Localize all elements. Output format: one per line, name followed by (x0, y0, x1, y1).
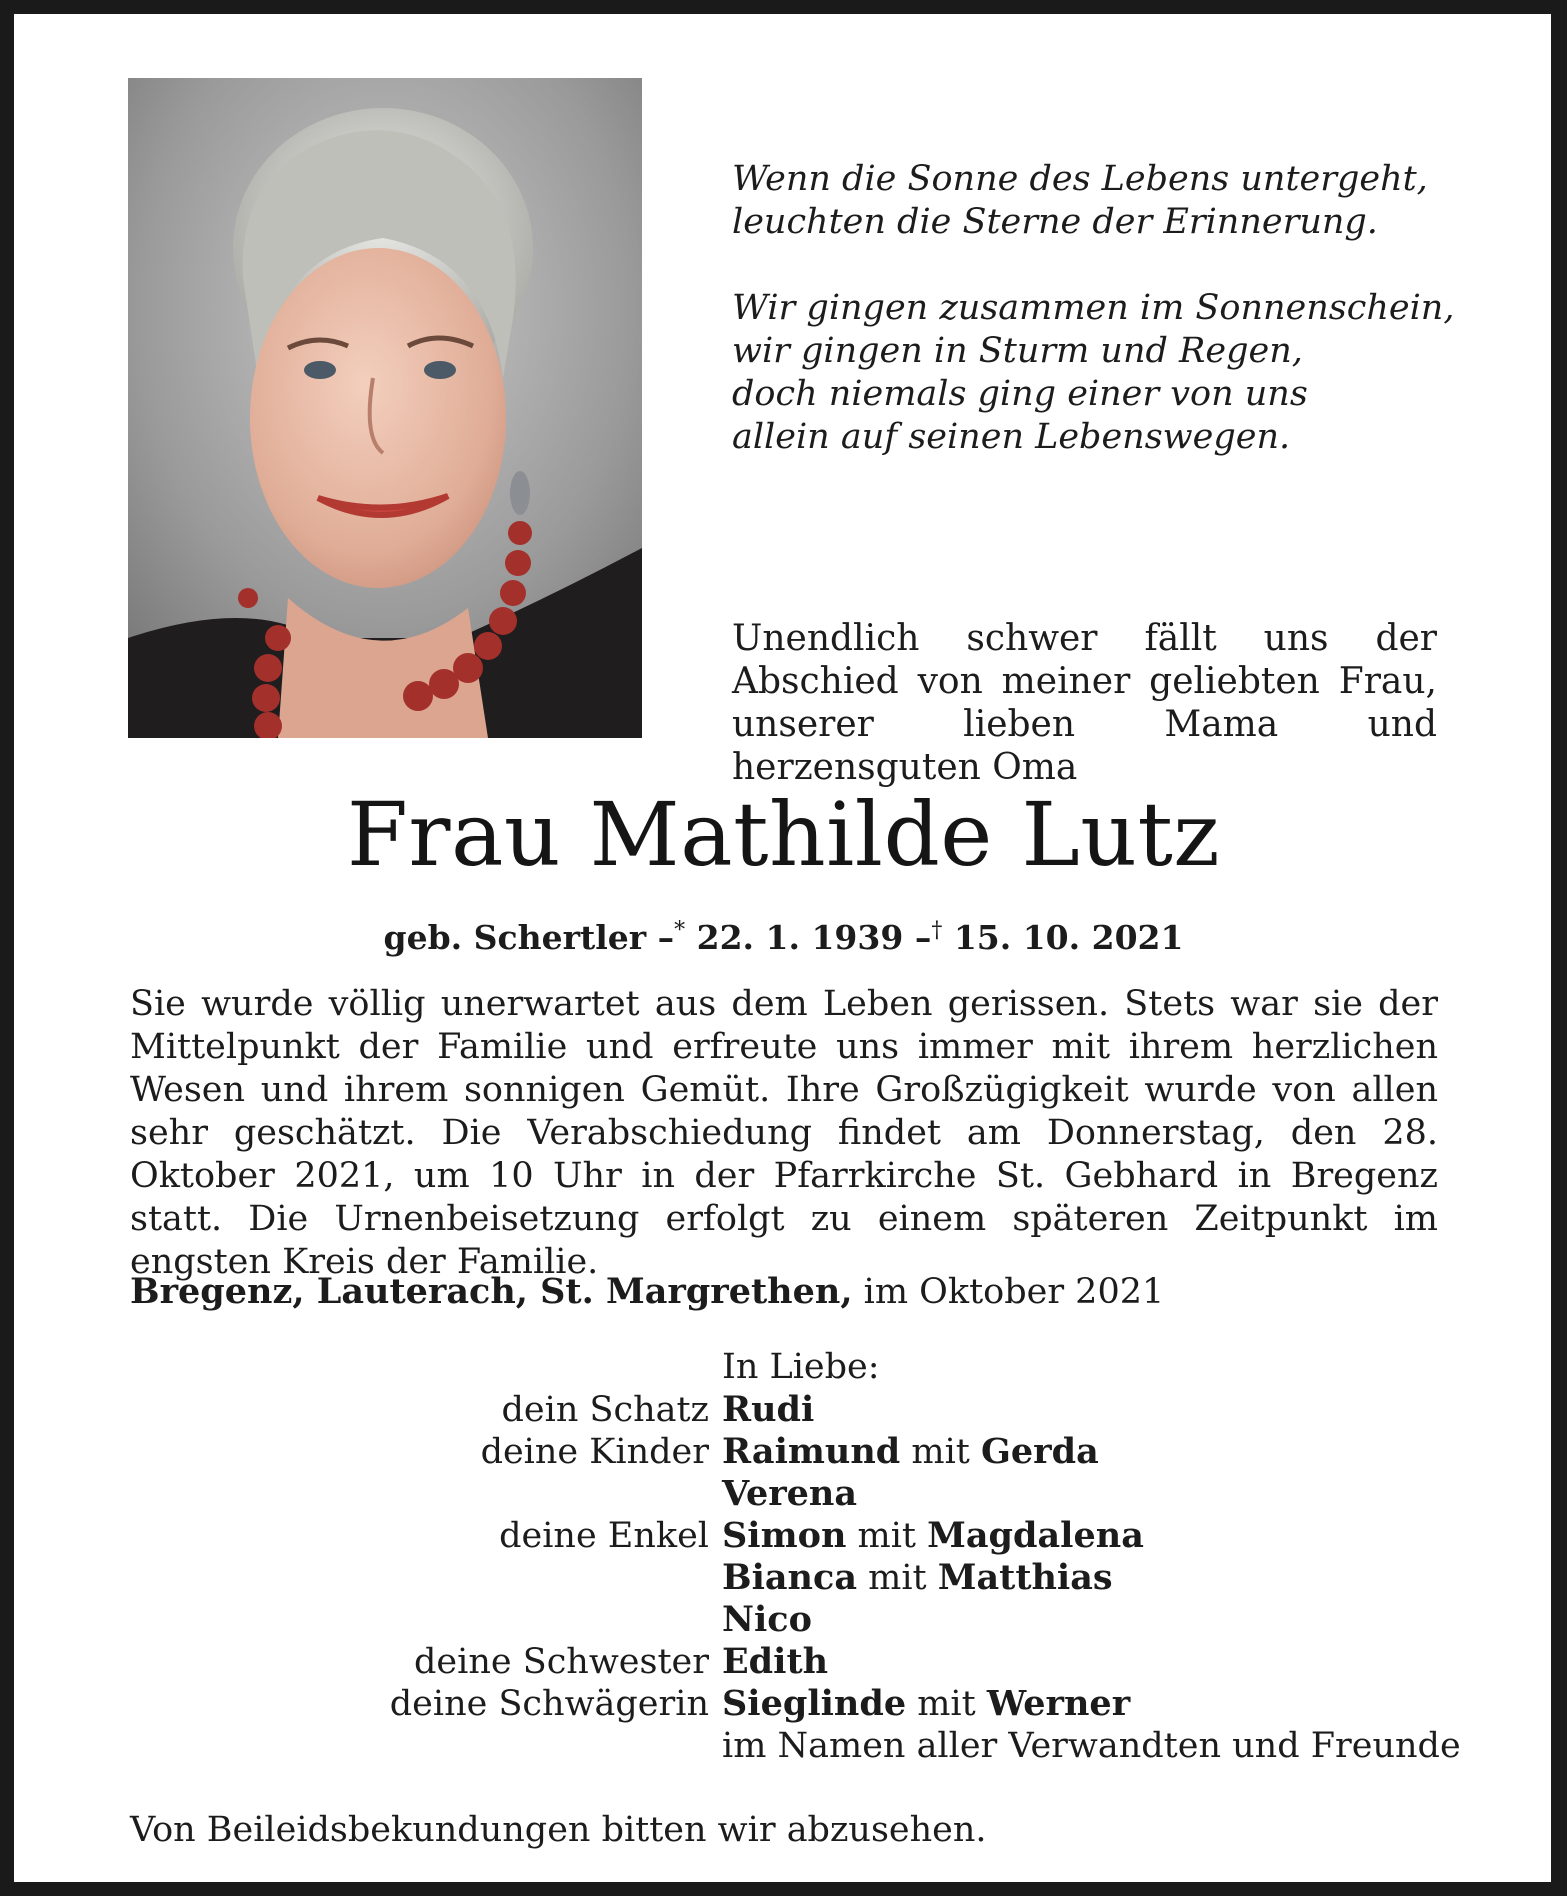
mourner-row (0, 1557, 1567, 1599)
mourner-row (0, 1683, 1567, 1725)
birth-name: geb. Schertler (383, 918, 647, 957)
poem-line: allein auf seinen Lebenswegen. (732, 417, 1291, 457)
poem-line: Wenn die Sonne des Lebens untergeht, (732, 159, 1428, 199)
mourner-names: Sieglinde mit Werner (722, 1683, 1131, 1724)
mourner-row (0, 1431, 1567, 1473)
mourner-row (0, 1473, 1567, 1515)
death-date: 15. 10. 2021 (953, 918, 1184, 957)
relation-label: dein Schatz (501, 1390, 709, 1430)
memorial-poem (732, 158, 1455, 502)
relation-label: deine Schwester (414, 1642, 709, 1682)
farewell-intro: Unendlich schwer fällt uns der Abschied von meiner geliebten Frau, unserer lieben Mama und herzensguten Oma (732, 618, 1437, 788)
condolence-note: Von Beileidsbekundungen bitten wir abzusehen. (130, 1810, 987, 1850)
announcement-text: Sie wurde völlig unerwartet aus dem Leben gerissen. Stets war sie der Mittelpunkt der Familie und erfreute uns immer mit ihrem herzlichen Wesen und ihrem sonnigen Gemüt. Ihre Großzügigkeit wurde von allen sehr geschätzt. Die Verabschiedung findet am Donnerstag, den 28. Oktober 2021, um 10 Uhr in der Pfarrkirche St. Gebhard in Bregenz statt. Die Urnenbeisetzung erfolgt zu einem späteren Zeitpunkt im engsten Kreis der Familie. (130, 984, 1438, 1282)
all-relatives-line: im Namen aller Verwandten und Freunde (722, 1726, 1461, 1766)
place-and-date (130, 1270, 1438, 1314)
mourner-row (0, 1389, 1567, 1431)
date-line: im Oktober 2021 (863, 1272, 1165, 1312)
dash: – (657, 918, 675, 957)
relation-label: deine Kinder (480, 1432, 709, 1472)
mourner-names: Nico (722, 1599, 812, 1640)
deceased-name: Frau Mathilde Lutz (346, 783, 1221, 886)
dash: – (914, 918, 932, 957)
mourner-names: Verena (722, 1473, 858, 1514)
poem-line: wir gingen in Sturm und Regen, (732, 331, 1303, 371)
mourner-row (0, 1599, 1567, 1641)
mourners-list (0, 1389, 1567, 1767)
mourner-row (0, 1515, 1567, 1557)
mourner-row (0, 1725, 1567, 1767)
mourner-names: Bianca mit Matthias (722, 1557, 1113, 1598)
poem-line: leuchten die Sterne der Erinnerung. (732, 202, 1378, 242)
life-dates (0, 909, 1567, 960)
mourner-names: Rudi (722, 1389, 815, 1430)
poem-stanza (732, 287, 1455, 459)
died-symbol: † (931, 918, 943, 943)
mourner-names: Simon mit Magdalena (722, 1515, 1144, 1556)
poem-line: Wir gingen zusammen im Sonnenschein, (732, 288, 1455, 328)
relation-label: deine Enkel (499, 1516, 709, 1556)
poem-line: doch niemals ging einer von uns (732, 374, 1308, 414)
birth-date: 22. 1. 1939 (696, 918, 904, 957)
in-liebe-heading: In Liebe: (722, 1347, 880, 1387)
locations: Bregenz, Lauterach, St. Margrethen, (130, 1271, 853, 1312)
relation-label: deine Schwägerin (389, 1684, 709, 1724)
mourner-row (0, 1641, 1567, 1683)
portrait-photo (128, 78, 642, 738)
poem-stanza (732, 158, 1432, 244)
mourner-names: Raimund mit Gerda (722, 1431, 1099, 1472)
mourner-names: Edith (722, 1641, 829, 1682)
born-symbol: * (674, 918, 686, 943)
